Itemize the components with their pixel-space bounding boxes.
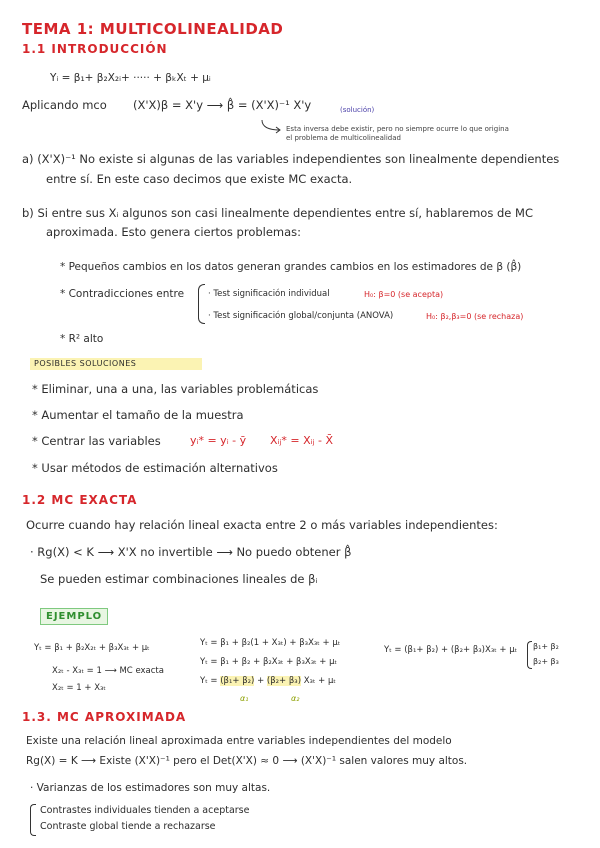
solution-3-formula-x: Xᵢⱼ* = Xᵢⱼ - X̄: [270, 434, 334, 447]
example-eq-6-end: X₃ₜ + μₜ: [303, 676, 336, 686]
case-a-line-2: entre sí. En este caso decimos que existe MC exacta.: [46, 172, 353, 186]
example-coef-2: β₂+ β₃: [533, 657, 559, 666]
model-equation: Yᵢ = β₁+ β₂X₂ᵢ+ ····· + βₖXₜ + μᵢ: [50, 72, 211, 84]
section-heading-mc-exacta: 1.2 MC EXACTA: [22, 493, 138, 507]
problem-1: * Pequeños cambios en los datos generan grandes cambios en los estimadores de β (β̂): [60, 261, 522, 273]
brace-bracket: [198, 284, 205, 324]
example-eq-6-group-1: (β₁+ β₂): [220, 676, 255, 686]
example-eq-5: Yₜ = β₁ + β₂ + β₂X₃ₜ + β₃X₃ₜ + μₜ: [200, 657, 338, 667]
mco-label: Aplicando mco: [22, 98, 107, 112]
solution-3: * Centrar las variables: [32, 434, 161, 448]
note-line-2: el problema de multicolinealidad: [286, 134, 401, 142]
alpha-1-label: α₁: [240, 694, 249, 703]
solution-1: * Eliminar, una a una, las variables problemáticas: [32, 382, 319, 396]
mc-aprox-line-3: · Varianzas de los estimadores son muy altas.: [30, 782, 271, 794]
case-a-line-1: a) (X'X)⁻¹ No existe si algunas de las variables independientes son linealmente dependientes: [22, 152, 560, 166]
mco-equation: (X'X)β = X'y ⟶ β̂ = (X'X)⁻¹ X'y: [133, 98, 312, 112]
example-eq-1: Yₜ = β₁ + β₂X₂ₜ + β₃X₃ₜ + μₜ: [34, 643, 150, 653]
note-line-1: Esta inversa debe existir, pero no siempre ocurre lo que origina: [286, 125, 509, 133]
solution-3-formula-y: yᵢ* = yᵢ - ȳ: [190, 434, 247, 447]
mc-aprox-line-2: Rg(X) = K ⟶ Existe (X'X)⁻¹ pero el Det(X'X) ≈ 0 ⟶ (X'X)⁻¹ salen valores muy altos.: [26, 755, 468, 767]
mc-exacta-line-1: Ocurre cuando hay relación lineal exacta entre 2 o más variables independientes:: [26, 518, 498, 532]
example-eq-6-group-2: (β₂+ β₃): [266, 676, 302, 686]
test-individual-result: H₀: β=0 (se acepta): [364, 290, 444, 299]
solucion-label: (solución): [340, 106, 375, 114]
posibles-soluciones-label: POSIBLES SOLUCIONES: [34, 359, 137, 368]
case-b-line-1: b) Si entre sus Xᵢ algunos son casi linealmente dependientes entre sí, hablaremos de MC: [22, 206, 533, 220]
page-title: TEMA 1: MULTICOLINEALIDAD: [22, 20, 284, 38]
example-coef-1: β₁+ β₂: [533, 642, 559, 651]
alpha-2-label: α₂: [291, 694, 300, 703]
example-brace: [527, 641, 532, 669]
contrastes-bracket: [30, 804, 36, 836]
test-global-result: H₀: β₂,β₃=0 (se rechaza): [426, 312, 524, 321]
example-eq-6-start: Yₜ =: [200, 676, 218, 686]
problem-2: * Contradicciones entre: [60, 288, 185, 300]
test-global: · Test significación global/conjunta (ANOVA): [208, 311, 394, 321]
example-eq-7: Yₜ = (β₁+ β₂) + (β₂+ β₃)X₃ₜ + μₜ: [384, 645, 518, 655]
mc-exacta-line-2: · Rg(X) < K ⟶ X'X no invertible ⟶ No puedo obtener β̂: [30, 545, 352, 559]
solution-2: * Aumentar el tamaño de la muestra: [32, 408, 244, 422]
example-eq-3: X₂ₜ = 1 + X₃ₜ: [52, 683, 106, 693]
section-heading-introduccion: 1.1 INTRODUCCIÓN: [22, 42, 168, 56]
mc-exacta-line-3: Se pueden estimar combinaciones lineales de βᵢ: [40, 572, 318, 586]
contraste-individual: Contrastes individuales tienden a aceptarse: [40, 805, 250, 816]
example-eq-2: X₂ₜ - X₃ₜ = 1 ⟶ MC exacta: [52, 666, 164, 676]
example-eq-6-plus: +: [257, 676, 265, 686]
solution-4: * Usar métodos de estimación alternativos: [32, 461, 278, 475]
contraste-global: Contraste global tiende a rechazarse: [40, 821, 216, 832]
test-individual: · Test significación individual: [208, 289, 330, 299]
example-eq-6: [200, 676, 336, 686]
ejemplo-badge: EJEMPLO: [40, 608, 108, 625]
case-b-line-2: aproximada. Esto genera ciertos problemas:: [46, 225, 302, 239]
mc-aprox-line-1: Existe una relación lineal aproximada entre variables independientes del modelo: [26, 735, 452, 747]
problem-3: * R² alto: [60, 333, 104, 345]
example-eq-4: Yₜ = β₁ + β₂(1 + X₃ₜ) + β₃X₃ₜ + μₜ: [200, 638, 341, 648]
note-arrow-icon: [258, 118, 286, 138]
section-heading-mc-aproximada: 1.3. MC APROXIMADA: [22, 710, 187, 724]
